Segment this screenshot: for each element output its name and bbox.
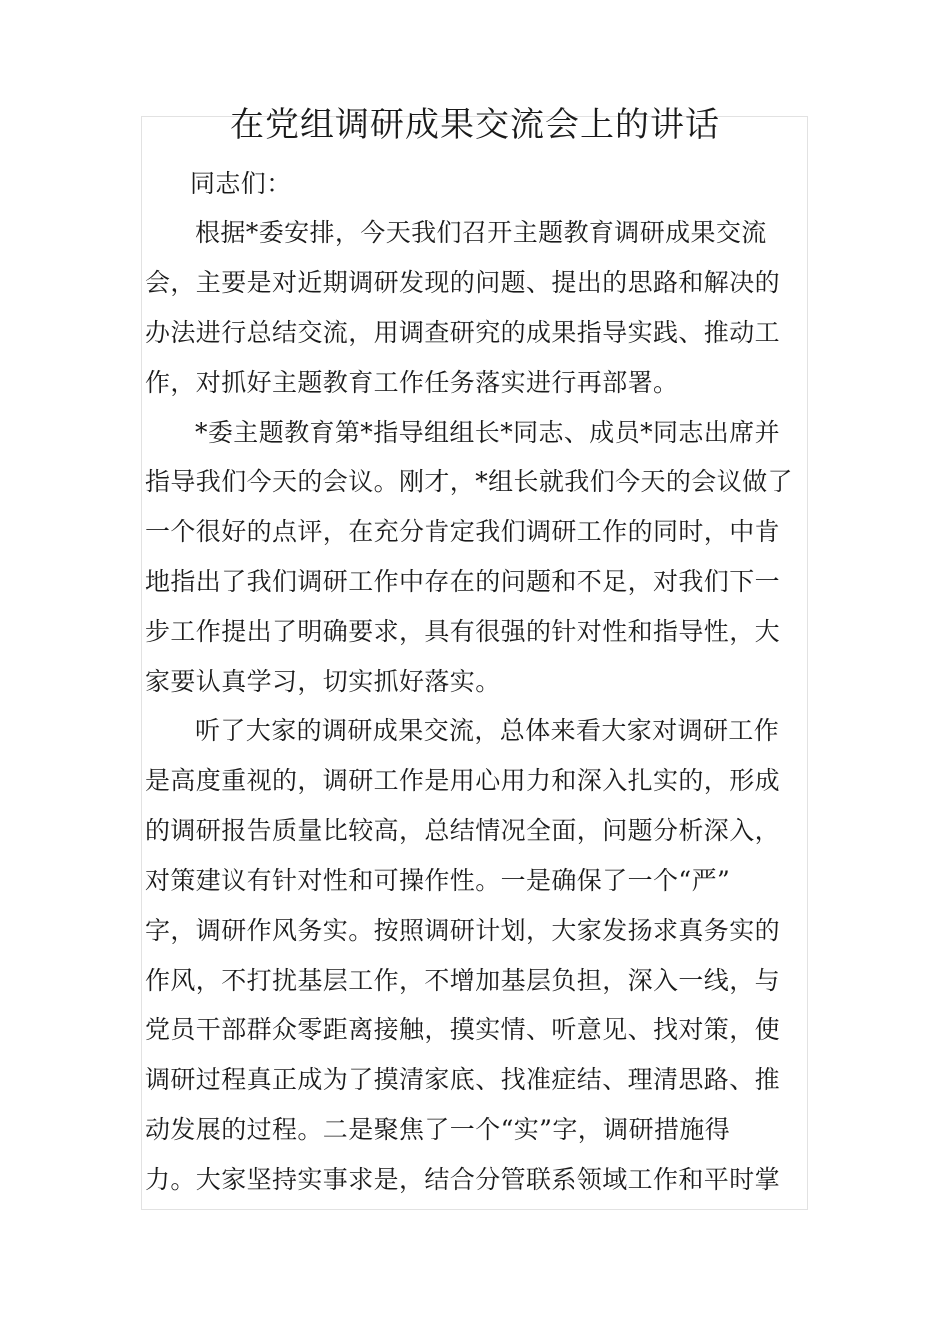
paragraph-1-line-2: 会，主要是对近期调研发现的问题、提出的思路和解决的 [145, 268, 781, 297]
document-title: 在党组调研成果交流会上的讲话 [230, 105, 720, 145]
paragraph-3-line-3: 的调研报告质量比较高，总结情况全面，问题分析深入， [145, 816, 781, 845]
paragraph-1-line-3: 办法进行总结交流，用调查研究的成果指导实践、推动工 [145, 318, 781, 347]
paragraph-1-line-4: 作，对抓好主题教育工作任务落实进行再部署。 [145, 368, 679, 397]
paragraph-3-line-1: 听了大家的调研成果交流，总体来看大家对调研工作 [195, 716, 780, 745]
paragraph-2-line-5: 步工作提出了明确要求，具有很强的针对性和指导性，大 [145, 617, 781, 646]
paragraph-2-line-2: 指导我们今天的会议。刚才，*组长就我们今天的会议做了 [145, 467, 793, 496]
paragraph-2-line-3: 一个很好的点评，在充分肯定我们调研工作的同时，中肯 [145, 517, 781, 546]
paragraph-3-line-2: 是高度重视的，调研工作是用心用力和深入扎实的，形成 [145, 766, 781, 795]
paragraph-3-line-8: 调研过程真正成为了摸清家底、找准症结、理清思路、推 [145, 1065, 781, 1094]
paragraph-3-line-4: 对策建议有针对性和可操作性。一是确保了一个“严” [145, 866, 731, 895]
paragraph-1-line-1: 根据*委安排，今天我们召开主题教育调研成果交流 [195, 218, 767, 247]
paragraph-2-line-1: *委主题教育第*指导组组长*同志、成员*同志出席并 [195, 418, 781, 447]
paragraph-3-line-5: 字，调研作风务实。按照调研计划，大家发扬求真务实的 [145, 916, 781, 945]
paragraph-3-line-9: 动发展的过程。二是聚焦了一个“实”字，调研措施得 [145, 1115, 731, 1144]
paragraph-2-line-6: 家要认真学习，切实抓好落实。 [145, 667, 501, 696]
salutation: 同志们： [190, 169, 292, 198]
paragraph-3-line-10: 力。大家坚持实事求是，结合分管联系领域工作和平时掌 [145, 1165, 781, 1194]
paragraph-2-line-4: 地指出了我们调研工作中存在的问题和不足，对我们下一 [145, 567, 781, 596]
paragraph-3-line-6: 作风，不打扰基层工作，不增加基层负担，深入一线，与 [145, 966, 781, 995]
paragraph-3-line-7: 党员干部群众零距离接触，摸实情、听意见、找对策，使 [145, 1015, 781, 1044]
